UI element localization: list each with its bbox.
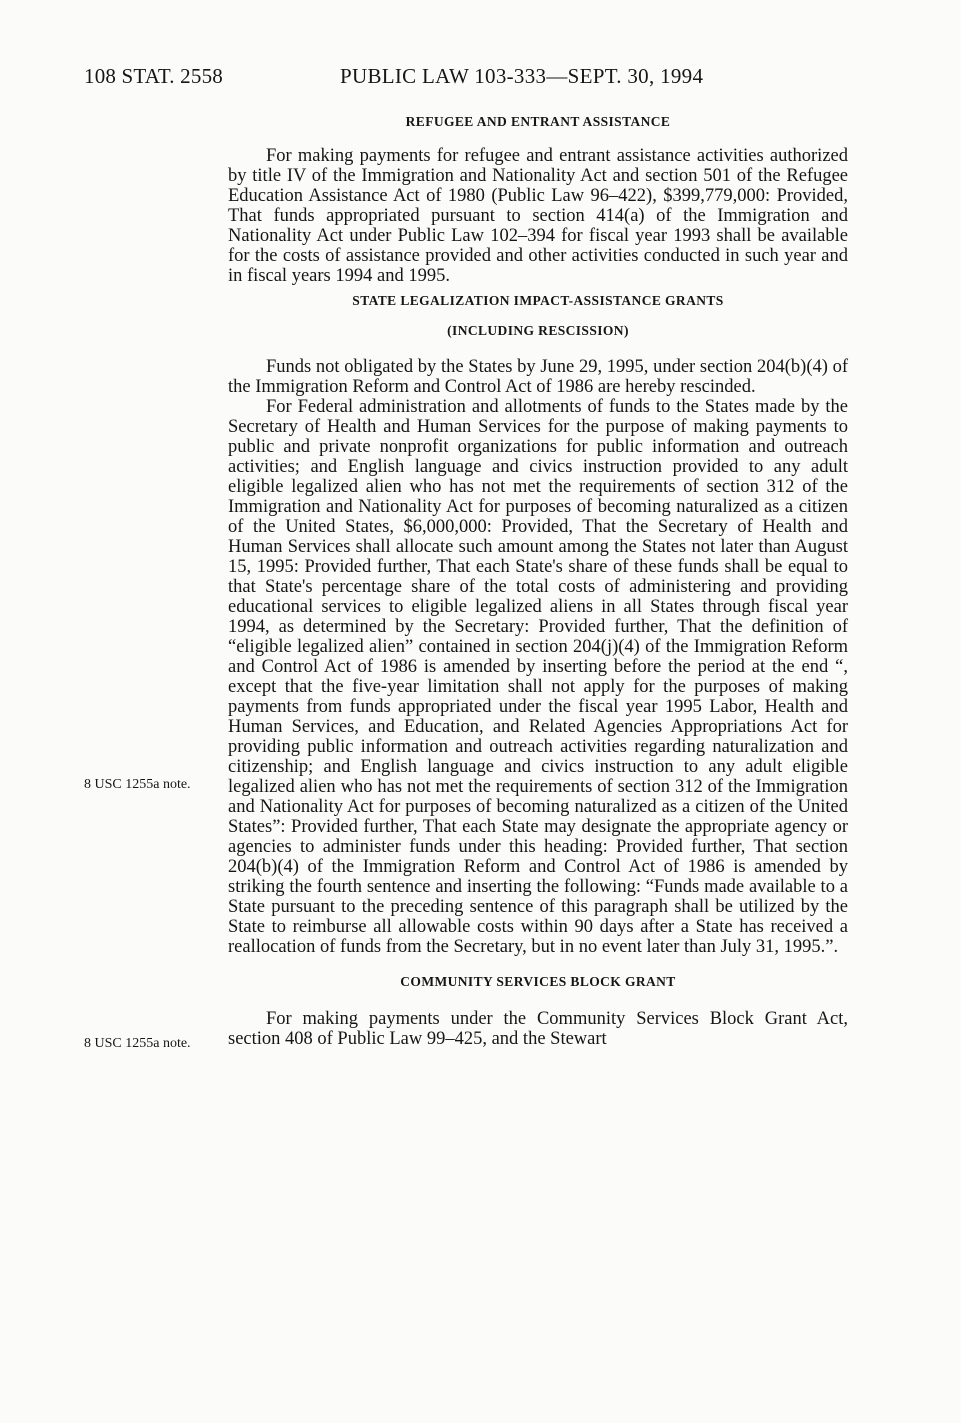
main-text-column xyxy=(228,114,848,1049)
paragraph-refugee: For making payments for refugee and entrant assistance activities authorized by title IV of the Immigration and Nationality Act and section 501 of the Refugee Education Assistance Act of 1980 (Public Law 96–422), $399,779,000: Provided, That funds appropriated pursuant to section 414(a) of the Immigration and Nationality Act under Public Law 102–394 for fiscal year 1993 shall be available for the costs of assistance provided and other activities conducted in such year and in fiscal years 1994 and 1995. xyxy=(228,146,848,286)
section-subheading-rescission: (INCLUDING RESCISSION) xyxy=(447,323,629,338)
public-law-title: PUBLIC LAW 103-333—SEPT. 30, 1994 xyxy=(340,64,704,88)
paragraph-rescission: Funds not obligated by the States by June 29, 1995, under section 204(b)(4) of the Immigration Reform and Control Act of 1986 are hereby rescinded. xyxy=(228,357,848,397)
margin-note-citation: 8 USC 1255a note. xyxy=(84,777,191,792)
paragraph-federal-administration: For Federal administration and allotments of funds to the States made by the Secretary of Health and Human Services for the purpose of making payments to public and private nonprofit organizations for public information and outreach activities; and English language and civics instruction provided to any adult eligible legalized alien who has not met the requirements of section 312 of the Immigration and Nationality Act for purposes of becoming naturalized as a citizen of the United States, $6,000,000: Provided, That the Secretary of Health and Human Services shall allocate such amount among the States not later than August 15, 1995: Provided further, That each State's share of these funds shall be equal to that State's percentage share of the total costs of administering and providing educational services to eligible legalized aliens in all States through fiscal year 1994, as determined by the Secretary: Provided further, That the definition of “eligible legalized alien” contained in section 204(j)(4) of the Immigration Reform and Control Act of 1986 is amended by inserting before the period at the end “, except that the five-year limitation shall not apply for the purposes of making payments from funds appropriated under the fiscal year 1995 Labor, Health and Human Services, and Education, and Related Agencies Appropriations Act for providing public information and outreach activities regarding naturalization and citizenship; and English language and civics instruction to any adult eligible legalized alien who has not met the requirements of section 312 of the Immigration and Nationality Act for purposes of becoming naturalized as a citizen of the United States”: Provided further, That each State may designate the appropriate agency or agencies to administer funds under this heading: Provided further, That section 204(b)(4) of the Immigration Reform and Control Act of 1986 is amended by striking the fourth sentence and inserting the following: “Funds made available to a State pursuant to the preceding sentence of this paragraph shall be utilized by the State to reimburse all allowable costs within 90 days after a State has received a reallocation of funds from the Secretary, but in no event later than July 31, 1995.”. xyxy=(228,397,848,957)
paragraph-community-services: For making payments under the Community Services Block Grant Act, section 408 of Public Law 99–425, and the Stewart xyxy=(228,1009,848,1049)
section-heading-refugee: REFUGEE AND ENTRANT ASSISTANCE xyxy=(405,114,671,129)
section-heading-state-legalization: STATE LEGALIZATION IMPACT-ASSISTANCE GRANTS xyxy=(352,293,724,308)
margin-note-citation: 8 USC 1255a note. xyxy=(84,1036,191,1051)
page-header xyxy=(84,64,884,94)
statute-page-number: 108 STAT. 2558 xyxy=(84,64,223,88)
section-heading-community-services: COMMUNITY SERVICES BLOCK GRANT xyxy=(400,974,676,989)
